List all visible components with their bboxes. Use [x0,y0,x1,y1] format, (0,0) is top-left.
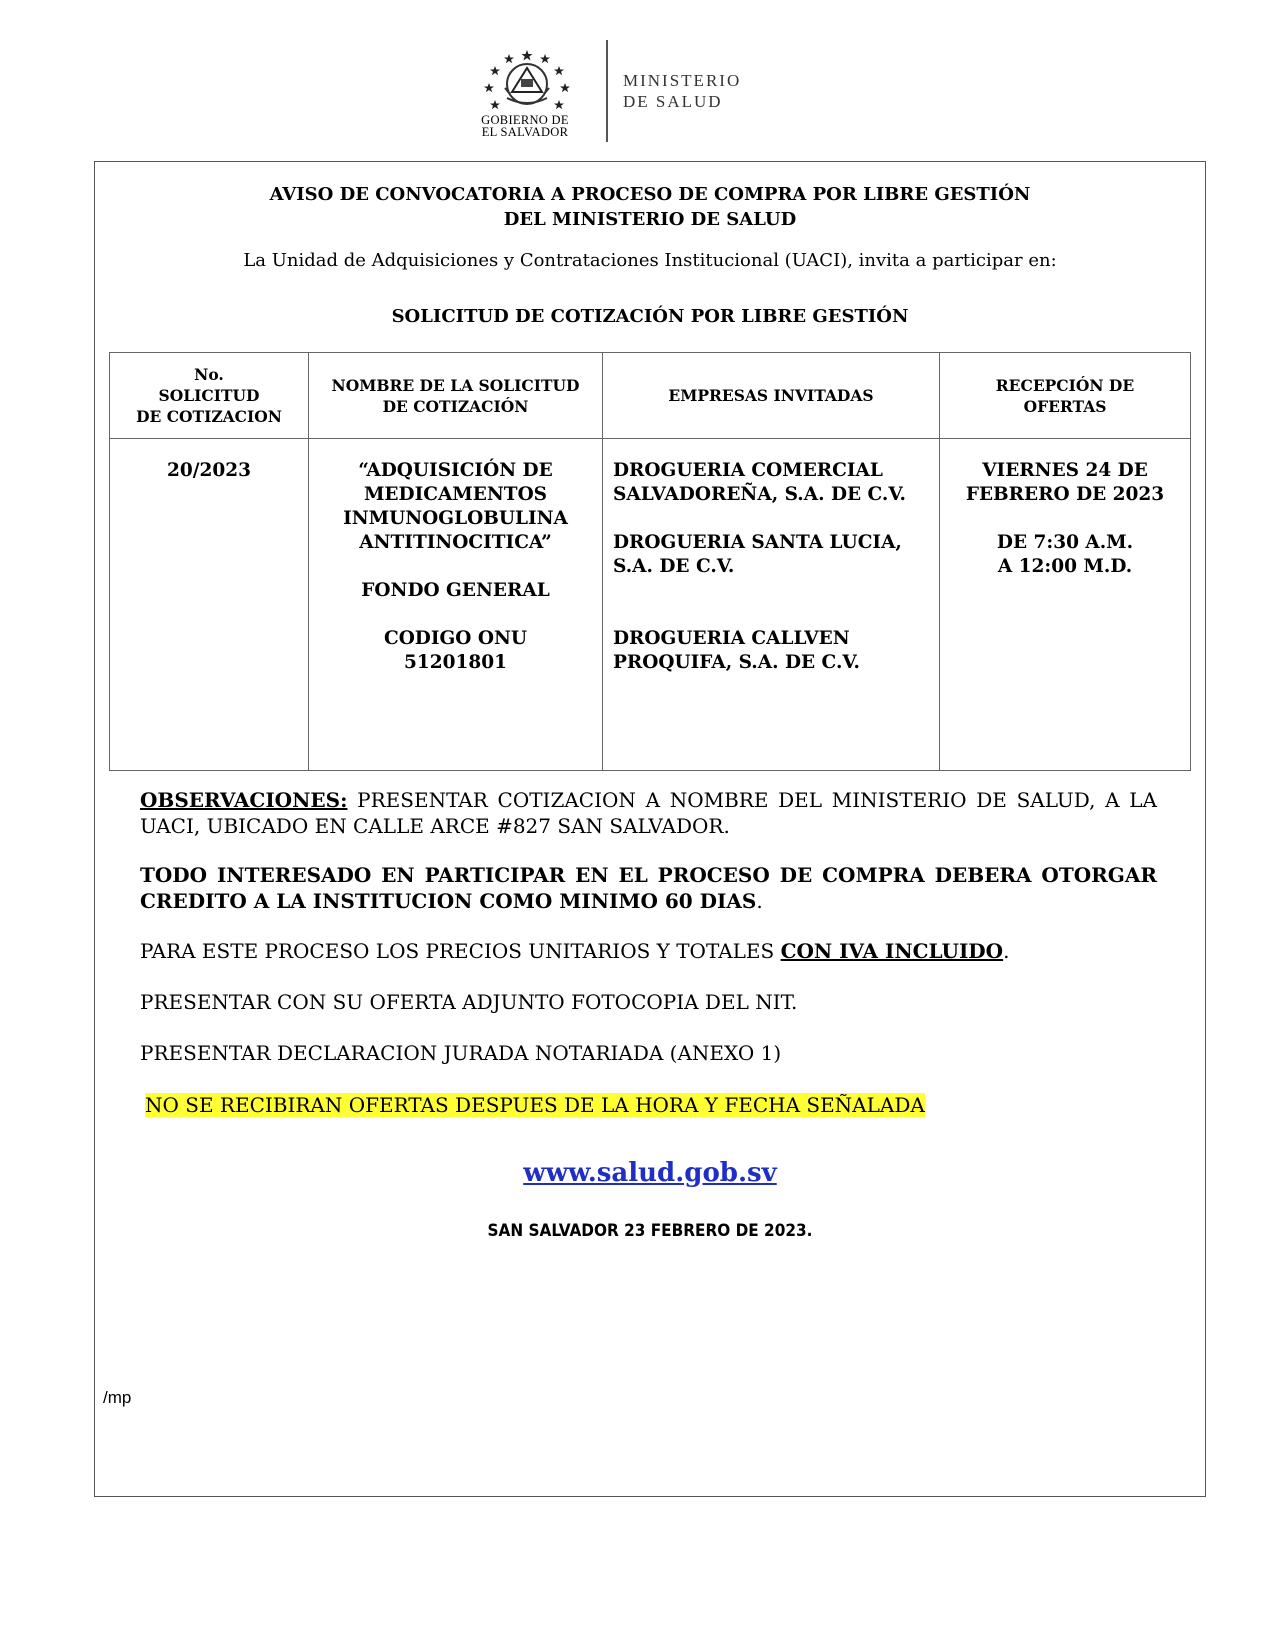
header-divider [606,40,608,142]
invited-companies-cell: DROGUERIA COMERCIAL SALVADOREÑA, S.A. DE C.V. DROGUERIA SANTA LUCIA, S.A. DE C.V. DROGUERIA CALLVEN PROQUIFA, S.A. DE C.V. [603,439,940,771]
offer-reception-cell: VIERNES 24 DE FEBRERO DE 2023 DE 7:30 A.M. A 12:00 M.D. [940,439,1191,771]
credit-requirement: TODO INTERESADO EN PARTICIPAR EN EL PROCESO DE COMPRA DEBERA OTORGAR CREDITO A LA INSTITUCION COMO MINIMO 60 DIAS. [140,863,1157,913]
un-code-label: CODIGO ONU [383,628,528,649]
notice-frame [94,161,1206,1497]
notice-title: AVISO DE CONVOCATORIA A PROCESO DE COMPRA POR LIBRE GESTIÓN DEL MINISTERIO DE SALUD [269,184,1031,230]
header-request-name: NOMBRE DE LA SOLICITUD DE COTIZACIÓN [309,353,603,439]
quotation-table [109,352,1191,771]
table-row [110,439,1191,771]
observations-paragraph: OBSERVACIONES: PRESENTAR COTIZACION A NOMBRE DEL MINISTERIO DE SALUD, A LA UACI, UBICADO EN CALLE ARCE #827 SAN SALVADOR. [140,788,1157,838]
section-subtitle: SOLICITUD DE COTIZACIÓN POR LIBRE GESTIÓN [391,306,909,327]
nit-requirement: PRESENTAR CON SU OFERTA ADJUNTO FOTOCOPIA DEL NIT. [140,990,798,1014]
header-offer-reception: RECEPCIÓN DE OFERTAS [940,353,1191,439]
government-name: GOBIERNO DE EL SALVADOR [481,113,569,139]
website-link[interactable]: www.salud.gob.sv [523,1158,777,1188]
request-number-cell: 20/2023 [110,439,309,771]
observations-label: OBSERVACIONES: [140,788,348,812]
fund-label: FONDO GENERAL [361,580,550,601]
declaration-requirement: PRESENTAR DECLARACION JURADA NOTARIADA (ANEXO 1) [140,1041,782,1065]
document-header [455,40,815,145]
deadline-warning: NO SE RECIBIRAN OFERTAS DESPUES DE LA HORA Y FECHA SEÑALADA [145,1093,925,1117]
header-invited-companies: EMPRESAS INVITADAS [603,353,940,439]
table-header-row [110,353,1191,439]
author-initials: /mp [103,1388,132,1407]
coat-of-arms-logo [477,46,577,118]
request-name-cell: “ADQUISICIÓN DE MEDICAMENTOS INMUNOGLOBULINA ANTITINOCITICA” FONDO GENERAL CODIGO ONU 51201801 [309,439,603,771]
prices-note: PARA ESTE PROCESO LOS PRECIOS UNITARIOS Y TOTALES CON IVA INCLUIDO. [140,939,1010,963]
place-and-date: SAN SALVADOR 23 FEBRERO DE 2023. [487,1221,813,1241]
header-request-number: No. SOLICITUD DE COTIZACION [110,353,309,439]
ministry-name: MINISTERIO DE SALUD [623,71,742,111]
invitation-text: La Unidad de Adquisiciones y Contrataciones Institucional (UACI), invita a participar en: [243,250,1057,271]
un-code-value: 51201801 [404,652,507,673]
